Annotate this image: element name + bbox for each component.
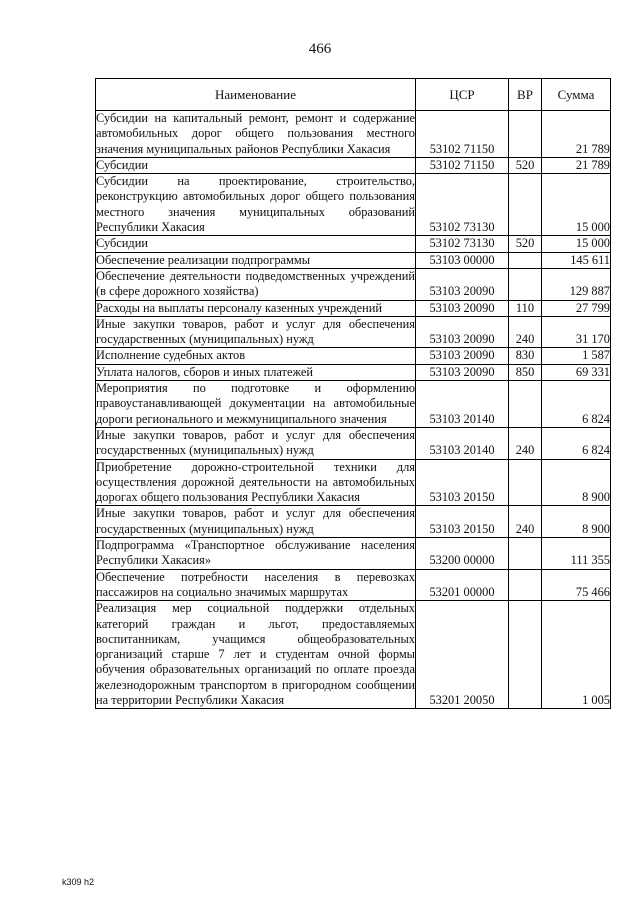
table-row <box>96 300 611 316</box>
table-row <box>96 174 611 236</box>
row-name-cell: Субсидии на капитальный ремонт, ремонт и содержание автомобильных дорог общего пользования местного значения муниципальных районов Республики Хакасия <box>96 111 415 156</box>
row-name-cell: Расходы на выплаты персоналу казенных учреждений <box>96 300 416 316</box>
row-vr-cell: 850 <box>509 364 542 380</box>
row-sum-cell: 6 824 <box>542 381 611 428</box>
row-sum-cell: 75 466 <box>542 569 611 601</box>
table-row <box>96 427 611 459</box>
row-vr-cell: 830 <box>509 348 542 364</box>
row-csr-cell: 53103 20140 <box>416 427 509 459</box>
row-sum-cell: 21 789 <box>542 157 611 173</box>
row-name-cell: Иные закупки товаров, работ и услуг для обеспечения государственных (муниципальных) нужд <box>96 316 415 347</box>
budget-table <box>95 78 611 709</box>
row-name-cell: Подпрограмма «Транспортное обслуживание населения Республики Хакасия» <box>96 538 415 568</box>
header-sum: Сумма <box>542 79 611 111</box>
row-csr-cell: 53103 20090 <box>416 348 509 364</box>
row-sum-cell: 111 355 <box>542 538 611 570</box>
table-body <box>96 111 611 709</box>
page-number: 466 <box>308 41 332 57</box>
row-name-cell: Иные закупки товаров, работ и услуг для обеспечения государственных (муниципальных) нужд <box>96 506 415 536</box>
row-csr-cell: 53103 20140 <box>416 381 509 428</box>
header-csr: ЦСР <box>416 79 509 111</box>
table-row <box>96 252 611 268</box>
row-name-cell: Исполнение судебных актов <box>96 348 416 364</box>
table-row <box>96 538 611 570</box>
table-row <box>96 236 611 252</box>
row-vr-cell <box>509 381 542 428</box>
row-csr-cell: 53102 73130 <box>416 174 509 236</box>
row-vr-cell <box>509 174 542 236</box>
row-name-cell: Мероприятия по подготовке и оформлению правоустанавливающей документации на автомобильные дороги регионального и межмуниципального значения <box>96 381 415 426</box>
row-sum-cell: 31 170 <box>542 316 611 348</box>
row-name-cell: Иные закупки товаров, работ и услуг для обеспечения государственных (муниципальных) нужд <box>96 427 415 458</box>
row-vr-cell: 520 <box>509 236 542 252</box>
row-name-cell: Обеспечение потребности населения в перевозках пассажиров на социально значимых маршрутах <box>96 569 415 599</box>
row-vr-cell <box>509 569 542 601</box>
table-row <box>96 459 611 506</box>
row-csr-cell: 53200 00000 <box>416 538 509 570</box>
row-csr-cell: 53201 00000 <box>416 569 509 601</box>
row-name-cell: Реализация мер социальной поддержки отдельных категорий граждан и льгот, предоставляемых воспитанникам, учащимся общеобразовательных организаций старше 7 лет и студентам очной формы обучения образовательных организаций по оплате проезда железнодорожным транспортом в пригородном сообщении на территории Республики Хакасия <box>96 601 415 707</box>
row-sum-cell: 15 000 <box>542 174 611 236</box>
header-vr: ВР <box>509 79 542 111</box>
row-sum-cell: 1 005 <box>542 601 611 709</box>
row-csr-cell: 53103 20090 <box>416 268 509 300</box>
row-name-cell: Субсидии на проектирование, строительство, реконструкцию автомобильных дорог общего пользования местного значения муниципальных образований Республики Хакасия <box>96 174 415 235</box>
header-name: Наименование <box>96 79 416 111</box>
row-vr-cell <box>509 111 542 158</box>
row-name-cell: Приобретение дорожно-строительной техники для осуществления дорожной деятельности на автомобильных дорогах общего пользования Республики Хакасия <box>96 459 415 505</box>
row-name-cell: Обеспечение реализации подпрограммы <box>96 252 416 268</box>
row-csr-cell: 53102 71150 <box>416 157 509 173</box>
table-row <box>96 157 611 173</box>
table-row <box>96 381 611 428</box>
row-sum-cell: 129 887 <box>542 268 611 300</box>
row-csr-cell: 53103 20090 <box>416 364 509 380</box>
row-sum-cell: 15 000 <box>542 236 611 252</box>
row-sum-cell: 69 331 <box>542 364 611 380</box>
row-vr-cell <box>509 459 542 506</box>
table-row <box>96 268 611 300</box>
row-csr-cell: 53103 20150 <box>416 506 509 538</box>
row-sum-cell: 27 799 <box>542 300 611 316</box>
row-name-cell: Обеспечение деятельности подведомственных учреждений (в сфере дорожного хозяйства) <box>96 268 415 299</box>
row-csr-cell: 53102 73130 <box>416 236 509 252</box>
table-row <box>96 348 611 364</box>
row-name-cell: Субсидии <box>96 236 416 252</box>
row-vr-cell <box>509 268 542 300</box>
table-row <box>96 506 611 538</box>
table-row <box>96 601 611 709</box>
row-csr-cell: 53103 20150 <box>416 459 509 506</box>
table-row <box>96 316 611 348</box>
row-sum-cell: 8 900 <box>542 506 611 538</box>
row-vr-cell <box>509 252 542 268</box>
row-sum-cell: 1 587 <box>542 348 611 364</box>
row-name-cell: Субсидии <box>96 157 416 173</box>
row-vr-cell: 240 <box>509 316 542 348</box>
row-sum-cell: 8 900 <box>542 459 611 506</box>
table-header-row <box>96 79 611 111</box>
row-name-cell: Уплата налогов, сборов и иных платежей <box>96 364 416 380</box>
row-vr-cell <box>509 538 542 570</box>
row-vr-cell: 240 <box>509 427 542 459</box>
row-vr-cell: 240 <box>509 506 542 538</box>
table-row <box>96 569 611 601</box>
row-vr-cell <box>509 601 542 709</box>
row-sum-cell: 6 824 <box>542 427 611 459</box>
table-row <box>96 111 611 158</box>
row-sum-cell: 145 611 <box>542 252 611 268</box>
row-csr-cell: 53103 20090 <box>416 316 509 348</box>
row-csr-cell: 53103 00000 <box>416 252 509 268</box>
row-sum-cell: 21 789 <box>542 111 611 158</box>
row-csr-cell: 53103 20090 <box>416 300 509 316</box>
row-csr-cell: 53102 71150 <box>416 111 509 158</box>
row-vr-cell: 520 <box>509 157 542 173</box>
row-csr-cell: 53201 20050 <box>416 601 509 709</box>
row-vr-cell: 110 <box>509 300 542 316</box>
table-row <box>96 364 611 380</box>
footer-code: k309 h2 <box>62 877 95 887</box>
